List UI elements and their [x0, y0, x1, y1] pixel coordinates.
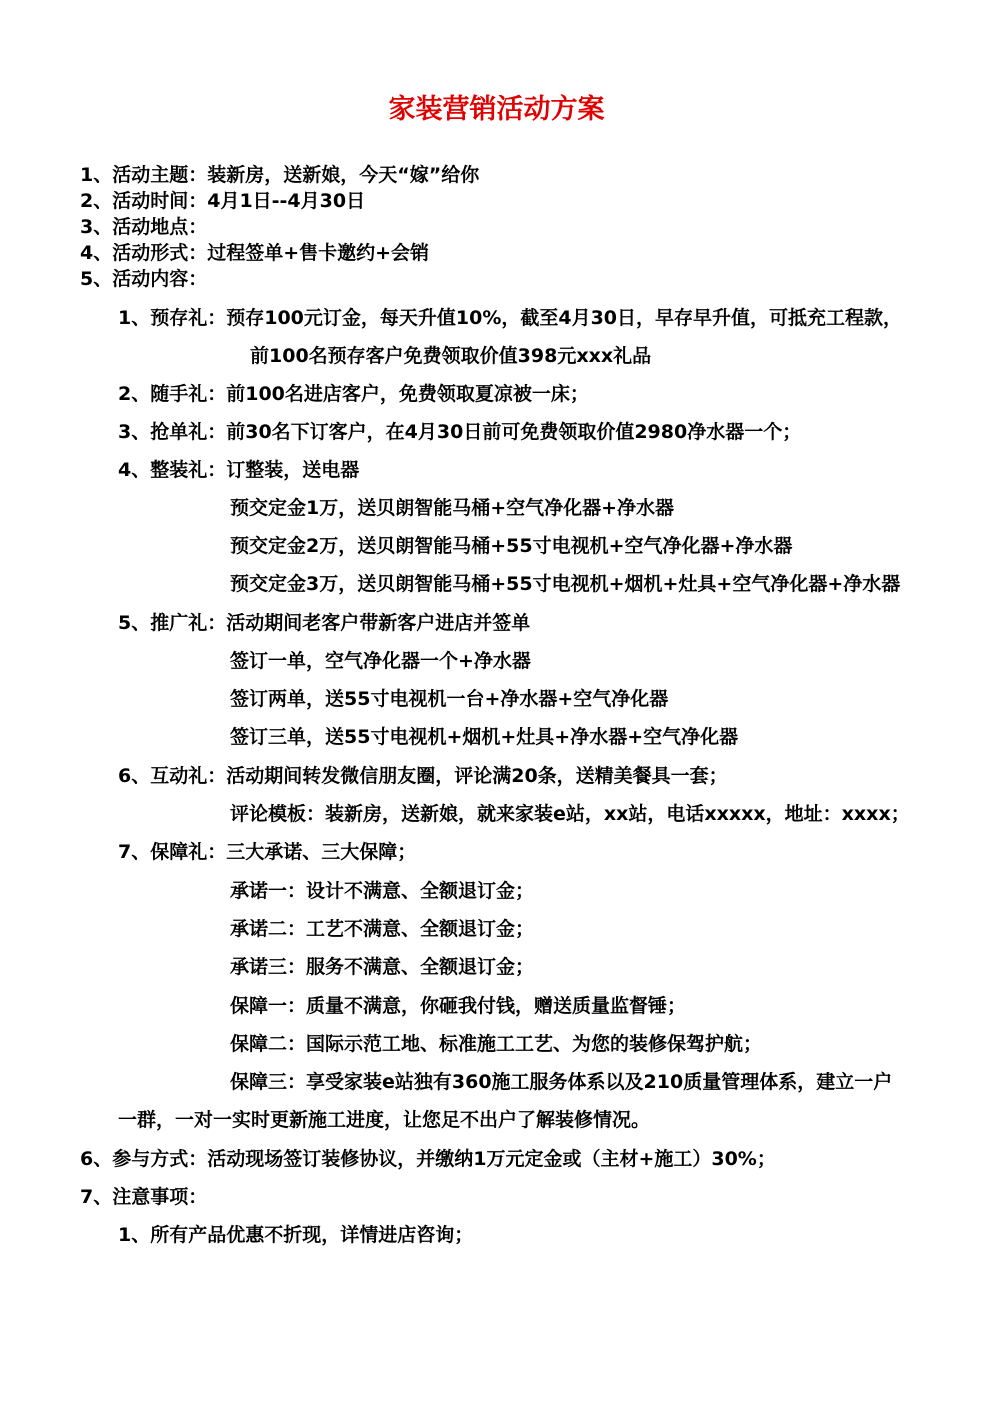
line-deposit-1: 预交定金1万，送贝朗智能马桶+空气净化器+净水器: [230, 497, 675, 519]
line-guarantee-3-cont: 一群，一对一实时更新施工进度，让您足不出户了解装修情况。: [118, 1109, 651, 1131]
line-location: 3、活动地点：: [80, 216, 208, 238]
line-prepay-gift-cont: 前100名预存客户免费领取价值398元xxx礼品: [250, 345, 652, 367]
line-participation: 6、参与方式：活动现场签订装修协议，并缴纳1万元定金或（主材+施工）30%；: [80, 1148, 776, 1170]
line-notes-heading: 7、注意事项：: [80, 1186, 208, 1208]
line-promise-2: 承诺二：工艺不满意、全额退订金；: [230, 918, 535, 940]
line-promise-3: 承诺三：服务不满意、全额退订金；: [230, 956, 535, 978]
line-deposit-3: 预交定金3万，送贝朗智能马桶+55寸电视机+烟机+灶具+空气净化器+净水器: [230, 573, 901, 595]
line-content-heading: 5、活动内容：: [80, 268, 208, 290]
line-guarantee-3: 保障三：享受家装e站独有360施工服务体系以及210质量管理体系，建立一户: [230, 1071, 893, 1093]
line-interactive-gift: 6、互动礼：活动期间转发微信朋友圈，评论满20条，送精美餐具一套；: [118, 765, 728, 787]
line-promise-1: 承诺一：设计不满意、全额退订金；: [230, 880, 535, 902]
line-note-1: 1、所有产品优惠不折现，详情进店咨询；: [118, 1224, 474, 1246]
line-time: 2、活动时间：4月1日--4月30日: [80, 190, 366, 212]
line-comment-template: 评论模板：装新房，送新娘，就来家装e站，xx站，电话xxxxx，地址：xxxx；: [230, 803, 910, 825]
line-referral-1: 签订一单，空气净化器一个+净水器: [230, 650, 531, 672]
line-guarantee-2: 保障二：国际示范工地、标准施工工艺、为您的装修保驾护航；: [230, 1033, 763, 1055]
line-guarantee-gift: 7、保障礼：三大承诺、三大保障；: [118, 841, 417, 863]
line-prepay-gift: 1、预存礼：预存100元订金，每天升值10%，截至4月30日，早存早升值，可抵充工程款，: [118, 307, 903, 329]
line-format: 4、活动形式：过程签单+售卡邀约+会销: [80, 242, 430, 264]
line-referral-3: 签订三单，送55寸电视机+烟机+灶具+净水器+空气净化器: [230, 726, 739, 748]
line-deposit-2: 预交定金2万，送贝朗智能马桶+55寸电视机+空气净化器+净水器: [230, 535, 793, 557]
line-walkin-gift: 2、随手礼：前100名进店客户，免费领取夏凉被一床；: [118, 383, 589, 405]
line-referral-gift: 5、推广礼：活动期间老客户带新客户进店并签单: [118, 612, 531, 634]
line-package-gift: 4、整装礼：订整装，送电器: [118, 459, 360, 481]
line-referral-2: 签订两单，送55寸电视机一台+净水器+空气净化器: [230, 688, 669, 710]
line-theme: 1、活动主题：装新房，送新娘，今天“嫁”给你: [80, 164, 480, 186]
document-title: 家装营销活动方案: [388, 94, 605, 125]
line-guarantee-1: 保障一：质量不满意，你砸我付钱，赠送质量监督锤；: [230, 995, 687, 1017]
line-order-gift: 3、抢单礼：前30名下订客户，在4月30日前可免费领取价值2980净水器一个；: [118, 421, 802, 443]
